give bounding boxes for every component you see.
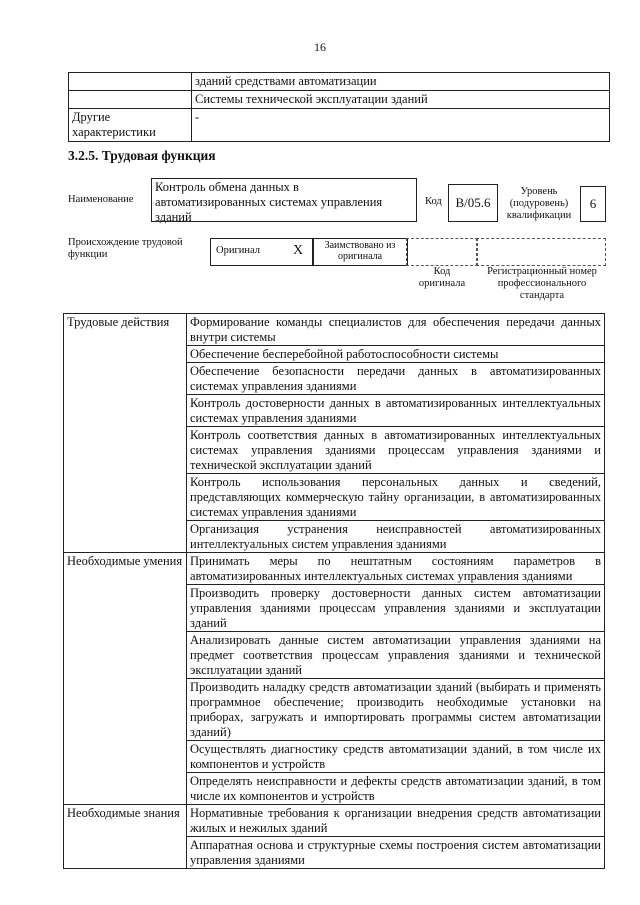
section-item: Контроль соответствия данных в автоматизированных интеллектуальных системах управления зданиями процессам управления зданиями и технической эксплуатации зданий [187,427,605,474]
section-item: Организация устранения неисправностей автоматизированных интеллектуальных систем управления зданиями [187,521,605,553]
function-details-table [63,313,605,869]
section-item: Контроль использования персональных данных и сведений, представляющих коммерческую тайну организации, в автоматизированных системах управления зданиями [187,474,605,521]
section-heading: Необходимые умения [64,553,187,805]
borrowed-box [312,238,408,266]
section-item: Обеспечение безопасности передачи данных в автоматизированных системах управления зданиями [187,363,605,395]
table-row [69,73,610,91]
table-cell [69,73,192,91]
original-mark: X [293,243,304,258]
section-item: Осуществлять диагностику средств автоматизации зданий, в том числе их компонентов и устройств [187,741,605,773]
section-heading: Трудовые действия [64,314,187,553]
section-item: Производить наладку средств автоматизации зданий (выбирать и применять программное обеспечение; производить необходимые установки на приборах, загружать и импортировать программы систем автоматизации зданий) [187,679,605,741]
top-continuation-table [68,72,610,142]
table-row [64,314,605,346]
table-cell [69,91,192,109]
reg-number-caption: Регистрационный номер профессионального стандарта [487,266,597,301]
table-row [69,91,610,109]
section-item: Контроль достоверности данных в автоматизированных интеллектуальных системах управления зданиями [187,395,605,427]
section-item: Формирование команды специалистов для обеспечения передачи данных внутри системы [187,314,605,346]
reg-number-box [476,238,606,266]
section-item: Производить проверку достоверности данных систем автоматизации управления зданиями процессам управления зданиями и эксплуатации зданий [187,585,605,632]
code-original-box [406,238,478,266]
section-item: Нормативные требования к организации внедрения средств автоматизации жилых и нежилых зданий [187,805,605,837]
section-item: Аппаратная основа и структурные схемы построения систем автоматизации управления зданиями [187,837,605,869]
original-box [210,238,314,266]
section-item: Обеспечение бесперебойной работоспособности системы [187,346,605,363]
name-value: Контроль обмена данных в автоматизированных системах управления зданий [151,178,417,222]
table-row [69,109,610,142]
section-heading: Необходимые знания [64,805,187,869]
origin-label: Происхождение трудовой функции [68,237,183,260]
code-value: B/05.6 [448,184,498,222]
level-value: 6 [580,186,606,222]
code-original-caption: Код оригинала [418,266,466,289]
code-label: Код [425,196,442,207]
name-label: Наименование [68,194,134,205]
table-cell: Другие характеристики [69,109,192,142]
level-label: Уровень (подуровень) квалификации [506,186,572,221]
table-row [64,553,605,585]
original-label: Оригинал [216,245,260,256]
table-cell: - [192,109,610,142]
borrowed-label: Заимствовано из оригинала [324,240,396,262]
section-title: 3.2.5. Трудовая функция [68,148,216,163]
table-cell: Системы технической эксплуатации зданий [192,91,610,109]
section-item: Определять неисправности и дефекты средств автоматизации зданий, в том числе их компонентов и устройств [187,773,605,805]
section-item: Принимать меры по нештатным состояниям параметров в автоматизированных интеллектуальных системах управления зданиями [187,553,605,585]
page-number: 16 [314,40,326,54]
table-row [64,805,605,837]
table-cell: зданий средствами автоматизации [192,73,610,91]
section-item: Анализировать данные систем автоматизации управления зданиями на предмет соответствия процессам управления зданиями и технической эксплуатации зданий [187,632,605,679]
